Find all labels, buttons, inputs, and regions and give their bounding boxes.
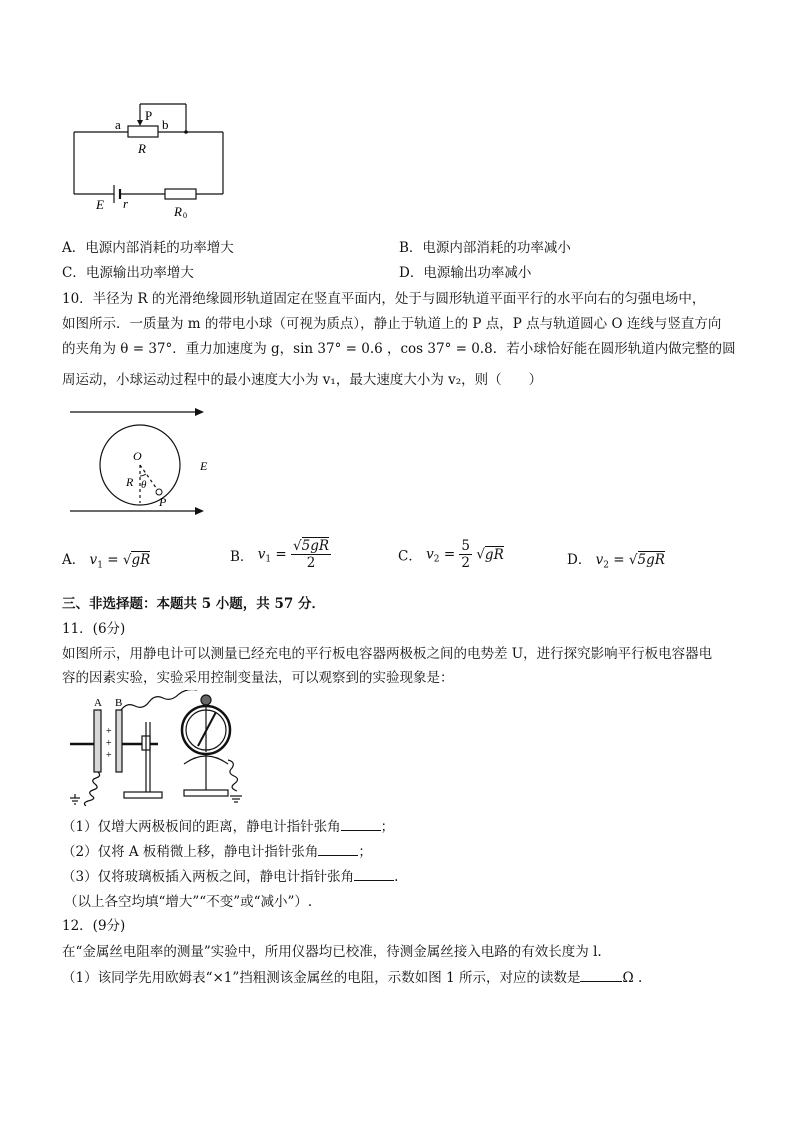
subscript: 2: [433, 554, 440, 565]
q9-option-b: B．电源内部消耗的功率减小: [399, 240, 571, 256]
q10-option-d: [567, 548, 665, 571]
label-a: a: [115, 117, 121, 132]
q12-line1: 在“金属丝电阻率的测量”实验中，所用仪器均已校准，待测金属丝接入电路的有效长度为 l.: [62, 944, 602, 960]
q10-option-a: [62, 548, 150, 571]
option-prefix: C．: [398, 548, 422, 565]
q12-header: 12．(9分): [62, 918, 126, 934]
answer-blank[interactable]: [318, 843, 358, 856]
circular-track-figure: [62, 400, 222, 520]
q11-note: （以上各空均填“增大”“不变”或“减小”）.: [64, 894, 313, 910]
option-prefix: A．: [62, 552, 86, 568]
var-v: v: [426, 546, 434, 563]
label-o: O: [133, 449, 142, 463]
q10-line2: 如图所示．一质量为 m 的带电小球（可视为质点），静止于轨道上的 P 点，P 点与轨道圆心 O 连线与竖直方向: [62, 316, 722, 332]
label-theta: θ: [141, 479, 147, 491]
item-end: ；: [358, 844, 372, 860]
q11-line1: 如图所示，用静电计可以测量已经充电的平行板电容器两极板之间的电势差 U，进行探究影响平行板电容器电: [62, 646, 713, 662]
q9-option-d: D．电源输出功率减小: [399, 265, 532, 281]
label-radius: R: [126, 475, 134, 489]
q10-line1: 10．半径为 R 的光滑绝缘圆形轨道固定在竖直平面内，处于与圆形轨道平面平行的水平向右的匀强电场中，: [62, 291, 706, 307]
q9-option-c: C．电源输出功率增大: [62, 265, 194, 281]
var-v: v: [595, 552, 604, 568]
label-b: b: [162, 117, 169, 132]
q11-item-2: [62, 840, 372, 860]
radicand: gR: [131, 552, 151, 568]
q11-item-3: [62, 865, 398, 885]
charge-marks: +: [106, 738, 112, 749]
q10-option-c: [398, 538, 504, 571]
line-text: （1）该同学先用欧姆表“×1”挡粗测该金属丝的电阻，示数如图 1 所示，对应的读数是: [62, 970, 581, 986]
label-p: P: [145, 108, 153, 123]
denominator: 2: [461, 555, 471, 571]
label-plate-a: A: [94, 697, 102, 709]
answer-blank[interactable]: [354, 868, 394, 881]
item-text: （1）仅增大两极板间的距离，静电计指针张角: [62, 819, 341, 835]
equals: =: [275, 546, 287, 563]
sqrt-sign: √: [628, 552, 638, 568]
fraction: [459, 538, 472, 571]
subscript: 1: [97, 560, 103, 571]
q10-line4: 周运动，小球运动过程中的最小速度大小为 v₁，最大速度大小为 v₂，则（ ）: [62, 372, 543, 388]
circuit-figure: [60, 96, 240, 226]
section-heading: 三、非选择题：本题共 5 小题，共 57 分．: [62, 596, 325, 612]
equals: =: [107, 552, 119, 568]
equals: =: [613, 552, 625, 568]
label-e: E: [96, 197, 104, 212]
var-v: v: [89, 552, 98, 568]
equals: =: [443, 546, 456, 563]
item-end: ；: [380, 819, 395, 835]
line-end: Ω .: [622, 970, 643, 986]
label-field-e: E: [200, 459, 208, 473]
sqrt-sign: √: [476, 546, 485, 563]
electroscope-figure: [66, 690, 256, 806]
q11-item-1: [62, 815, 394, 835]
q10-option-b: [230, 538, 331, 571]
label-r: R: [138, 141, 146, 156]
charge-marks: +: [106, 726, 112, 737]
q11-line2: 容的因素实验，实验采用控制变量法，可以观察到的实验现象是：: [62, 670, 454, 686]
item-end: .: [394, 869, 399, 885]
sqrt-sign: √: [293, 538, 302, 554]
subscript: 2: [603, 560, 609, 571]
charge-marks: +: [106, 750, 112, 761]
radicand: 5gR: [301, 538, 330, 554]
label-r0: R: [174, 204, 182, 219]
q10-line3: 的夹角为 θ = 37°．重力加速度为 g，sin 37° = 0.6 ，cos 37° = 0.8．若小球恰好能在圆形轨道内做完整的圆: [62, 341, 736, 357]
label-p: P: [159, 495, 167, 509]
var-v: v: [257, 546, 266, 563]
radicand: 5gR: [637, 552, 665, 568]
label-plate-b: B: [115, 697, 123, 709]
item-text: （2）仅将 A 板稍微上移，静电计指针张角: [62, 844, 319, 860]
item-text: （3）仅将玻璃板插入两板之间，静电计指针张角: [62, 869, 355, 885]
option-prefix: B．: [230, 548, 254, 565]
q9-option-a: A．电源内部消耗的功率增大: [62, 240, 234, 256]
q11-header: 11．(6分): [62, 621, 126, 637]
option-prefix: D．: [567, 552, 592, 568]
subscript: 1: [265, 554, 272, 565]
fraction: [291, 538, 331, 571]
denominator: 2: [306, 555, 316, 571]
q12-line2: [62, 966, 642, 986]
label-r-internal: r: [123, 196, 129, 211]
numerator: 5: [461, 538, 471, 554]
label-r0-sub: 0: [183, 211, 187, 220]
answer-blank[interactable]: [341, 818, 381, 831]
answer-blank[interactable]: [580, 969, 622, 982]
sqrt-sign: √: [122, 552, 132, 568]
radicand: gR: [484, 546, 504, 563]
